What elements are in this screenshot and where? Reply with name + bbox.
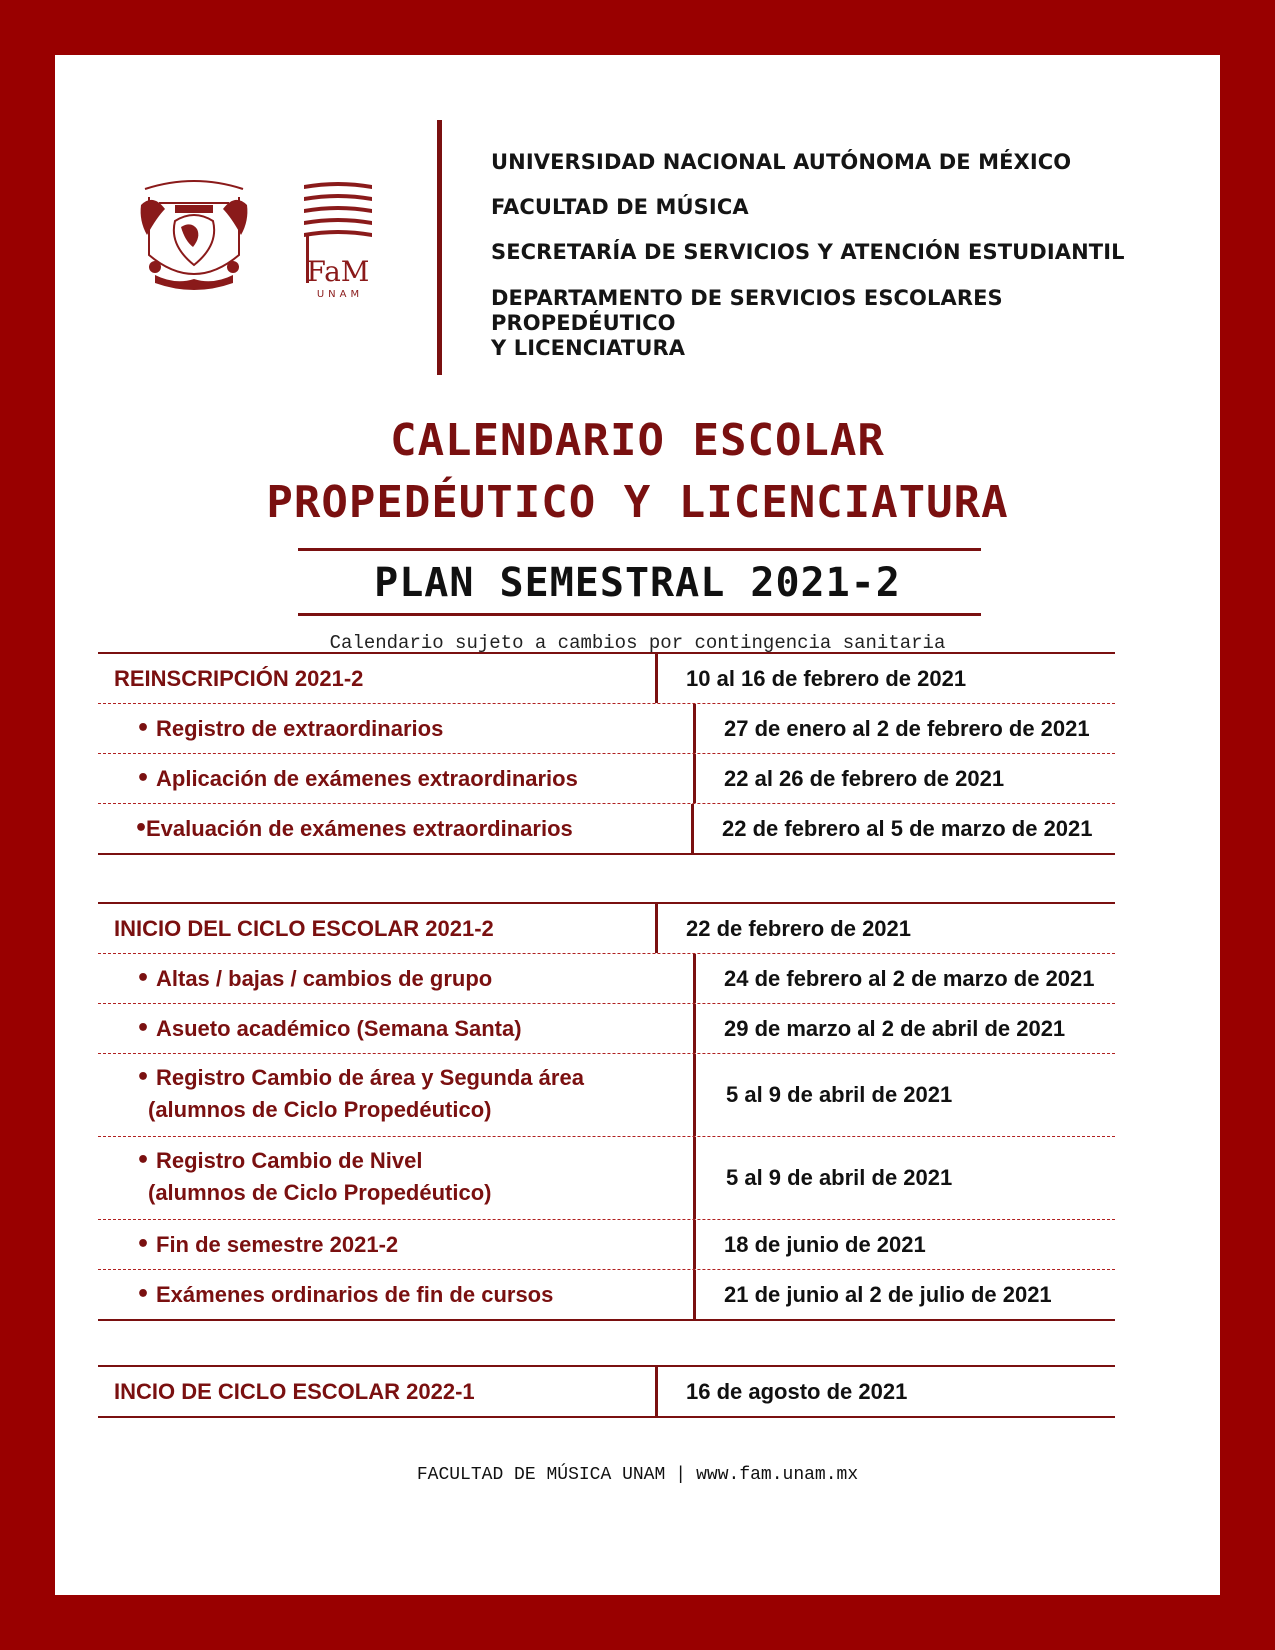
header-divider bbox=[437, 120, 442, 375]
item-label: Evaluación de exámenes extraordinarios bbox=[146, 815, 573, 841]
item-date: 22 al 26 de febrero de 2021 bbox=[724, 765, 1005, 791]
bullet-icon: • bbox=[136, 716, 151, 741]
bullet-icon: • bbox=[134, 816, 149, 841]
logos bbox=[135, 175, 435, 375]
section-date: 10 al 16 de febrero de 2021 bbox=[686, 665, 967, 691]
title-line-1: CALENDARIO ESCOLAR bbox=[390, 415, 885, 466]
calendar-page bbox=[55, 55, 1220, 1595]
institution-secretariat: SECRETARÍA DE SERVICIOS Y ATENCIÓN ESTUDIANTIL bbox=[491, 240, 1125, 265]
title-line-2: PROPEDÉUTICO Y LICENCIATURA bbox=[266, 477, 1009, 528]
footer-faculty: FACULTAD DE MÚSICA UNAM bbox=[416, 1465, 666, 1485]
item-date: 27 de enero al 2 de febrero de 2021 bbox=[724, 715, 1090, 741]
fam-logo-icon bbox=[300, 175, 376, 300]
table-row bbox=[98, 1220, 1115, 1270]
footer bbox=[55, 1465, 1220, 1485]
svg-text:UNAM: UNAM bbox=[316, 289, 364, 300]
item-label-note: (alumnos de Ciclo Propedéutico) bbox=[148, 1097, 492, 1122]
table-row bbox=[98, 1270, 1115, 1319]
item-date: 22 de febrero al 5 de marzo de 2021 bbox=[722, 815, 1093, 841]
bullet-icon: • bbox=[136, 766, 151, 791]
bullet-icon: • bbox=[136, 1148, 151, 1173]
footer-website-link[interactable]: www.fam.unam.mx bbox=[696, 1465, 859, 1485]
item-date: 24 de febrero al 2 de marzo de 2021 bbox=[724, 965, 1095, 991]
institution-department-cont: Y LICENCIATURA bbox=[491, 335, 686, 360]
unam-seal-icon bbox=[135, 175, 253, 300]
section-date: 16 de agosto de 2021 bbox=[686, 1378, 908, 1404]
item-date: 29 de marzo al 2 de abril de 2021 bbox=[724, 1015, 1066, 1041]
item-label: Asueto académico (Semana Santa) bbox=[156, 1015, 522, 1041]
institution-block bbox=[491, 150, 1151, 361]
plan-rule-bottom bbox=[298, 613, 981, 616]
inicio-ciclo-table bbox=[98, 902, 1115, 1321]
item-label: Fin de semestre 2021-2 bbox=[156, 1231, 399, 1257]
svg-text:FaM: FaM bbox=[306, 255, 370, 288]
item-date: 21 de junio al 2 de julio de 2021 bbox=[724, 1281, 1052, 1307]
table-row bbox=[98, 754, 1115, 804]
item-label-note: (alumnos de Ciclo Propedéutico) bbox=[148, 1180, 492, 1205]
item-label: Registro de extraordinarios bbox=[156, 715, 444, 741]
item-label: Aplicación de exámenes extraordinarios bbox=[156, 765, 578, 791]
table-row bbox=[98, 804, 1115, 853]
plan-rule-top bbox=[298, 548, 981, 551]
item-date: 5 al 9 de abril de 2021 bbox=[726, 1082, 953, 1107]
section-title: INCIO DE CICLO ESCOLAR 2022-1 bbox=[114, 1378, 475, 1404]
table-row bbox=[98, 1004, 1115, 1054]
institution-department: DEPARTAMENTO DE SERVICIOS ESCOLARES PROPEDÉUTICO bbox=[491, 285, 1003, 335]
item-label: Exámenes ordinarios de fin de cursos bbox=[156, 1281, 554, 1307]
table-row bbox=[98, 1367, 1115, 1416]
institution-university: UNIVERSIDAD NACIONAL AUTÓNOMA DE MÉXICO bbox=[491, 150, 1072, 174]
institution-faculty: FACULTAD DE MÚSICA bbox=[491, 195, 749, 220]
bullet-icon: • bbox=[136, 1016, 151, 1041]
item-label: Registro Cambio de área y Segunda área bbox=[156, 1065, 584, 1090]
reinscripcion-table bbox=[98, 652, 1115, 855]
section-title: REINSCRIPCIÓN 2021-2 bbox=[114, 665, 364, 691]
table-row bbox=[98, 704, 1115, 754]
bullet-icon: • bbox=[136, 1232, 151, 1257]
plan-title: PLAN SEMESTRAL 2021-2 bbox=[374, 560, 901, 606]
contingency-note: Calendario sujeto a cambios por contingencia sanitaria bbox=[329, 632, 946, 654]
table-row bbox=[98, 1137, 1115, 1220]
item-date: 18 de junio de 2021 bbox=[724, 1231, 926, 1257]
item-label: Registro Cambio de Nivel bbox=[156, 1148, 423, 1173]
footer-separator: | bbox=[675, 1465, 687, 1485]
bullet-icon: • bbox=[136, 1282, 151, 1307]
section-date: 22 de febrero de 2021 bbox=[686, 915, 912, 941]
bullet-icon: • bbox=[136, 1065, 151, 1090]
item-label: Altas / bajas / cambios de grupo bbox=[156, 965, 493, 991]
section-title: INICIO DEL CICLO ESCOLAR 2021-2 bbox=[114, 915, 494, 941]
bullet-icon: • bbox=[136, 966, 151, 991]
table-row bbox=[98, 1054, 1115, 1137]
table-row bbox=[98, 904, 1115, 954]
table-row bbox=[98, 954, 1115, 1004]
table-row bbox=[98, 654, 1115, 704]
item-date: 5 al 9 de abril de 2021 bbox=[726, 1165, 953, 1190]
ciclo-2022-table bbox=[98, 1365, 1115, 1418]
